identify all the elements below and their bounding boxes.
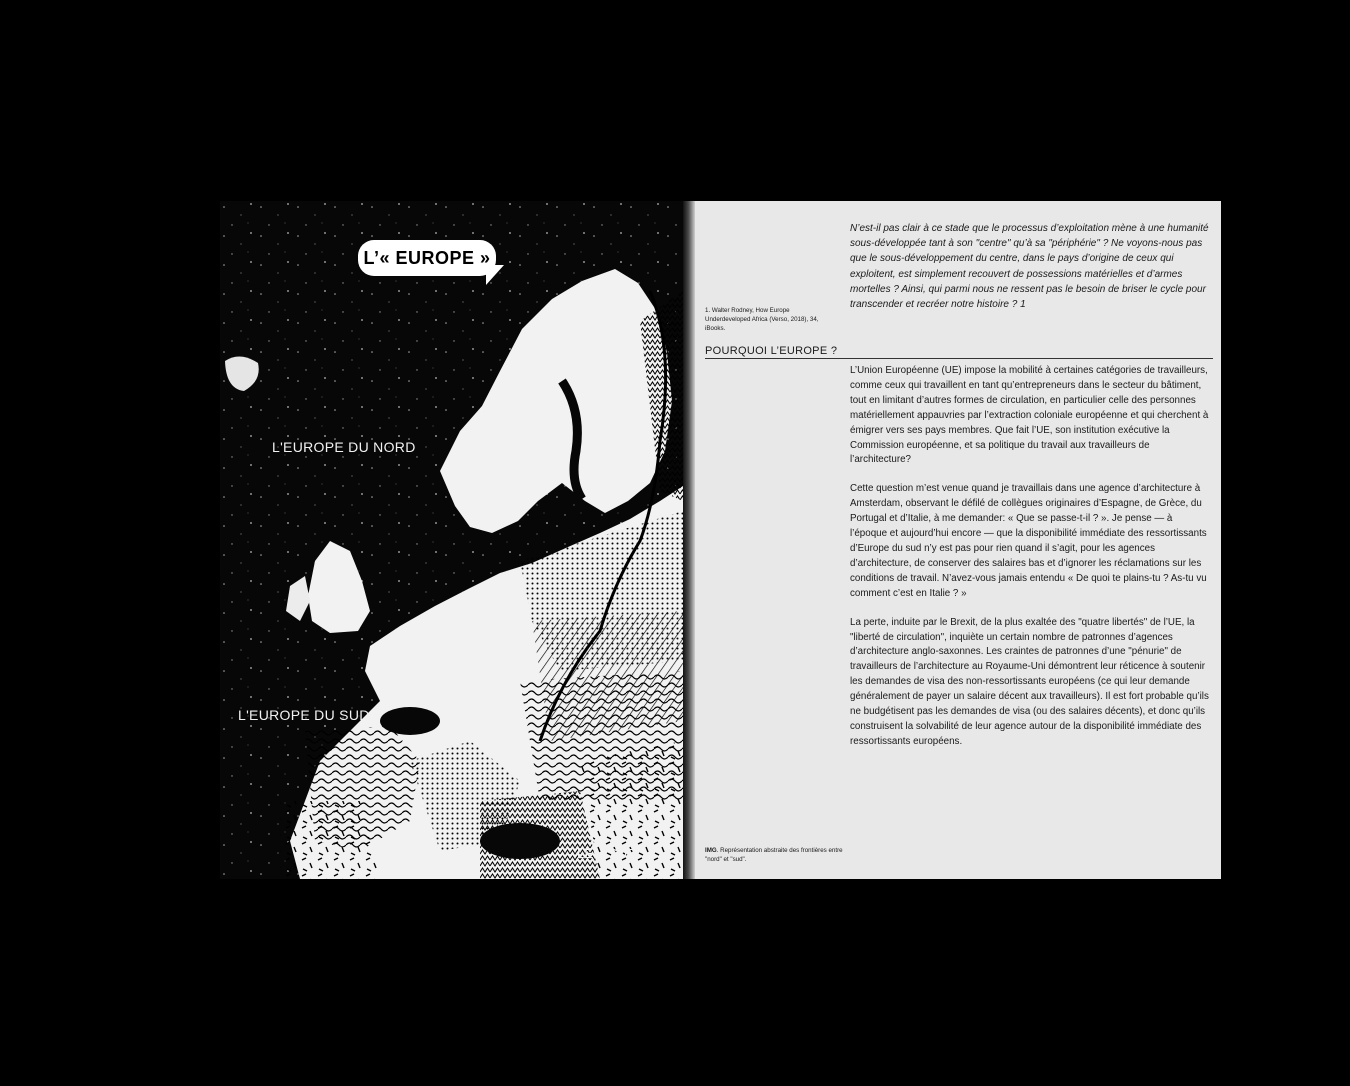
image-caption	[705, 846, 845, 864]
paragraph: L’Union Européenne (UE) impose la mobilité à certaines catégories de travailleurs, comme ceux qui travaillent en tant qu’entrepreneurs dans le secteur du bâtiment, tout en limitant d’autres formes de circulation, en particulier celle des personnes matériellement appauvries par l’extraction coloniale européenne et qui cherchent à émigrer vers ses pays membres. Que fait l’UE, son institution exécutive la Commission européenne, et sa politique du travail aux travailleurs de l’architecture?	[850, 365, 1209, 466]
label-northern-europe: L'EUROPE DU NORD	[272, 439, 416, 455]
caption-tag: IMG	[705, 847, 717, 854]
heading-rule	[705, 358, 1213, 359]
book-gutter	[683, 201, 695, 879]
paragraph: Cette question m’est venue quand je travaillais dans une agence d’architecture à Amsterdam, observant le défilé de collègues originaires d’Espagne, de Grèce, du Portugal et d’Italie, à me demander: « Que se passe-t-il ? ». Je pense — à l’époque et aujourd’hui encore — que la disponibilité immédiate des ressortissants d’Europe du sud n’y est pas pour rien quand il s’agit, pour les agences d’architecture, de conserver des salaires bas et d’ignorer les réclamations sur les conditions de travail. N’avez-vous jamais entendu « De quoi te plains-tu ? As-tu vu comment c’est en Italie ? »	[850, 483, 1207, 599]
right-page-text	[695, 201, 1221, 879]
caption-text: . Représentation abstraite des frontières entre "nord" et "sud".	[705, 847, 843, 863]
intro-quote: N’est-il pas clair à ce stade que le processus d’exploitation mène à une humanité sous-développée tant à son "centre" qu’à sa "périphérie" ? Ne voyons-nous pas que le sous-développement du centre, dans le pays d’origine de ceux qui exploitent, est simplement recouvert de possessions matérielles et d’armes mortelles ? Ainsi, qui parmi nous ne ressent pas le besoin de briser le cycle pour transcender et recréer notre histoire ? 1	[850, 223, 1209, 311]
europe-map-illustration	[220, 201, 683, 879]
footnote: 1. Walter Rodney, How Europe Underdeveloped Africa (Verso, 2018), 34, iBooks.	[705, 307, 819, 332]
booklet-spread	[220, 201, 1221, 879]
europe-speech-bubble: L’« EUROPE »	[358, 240, 496, 276]
paragraph: La perte, induite par le Brexit, de la plus exaltée des "quatre libertés" de l’UE, la "liberté de circulation", inquiète un certain nombre de patronnes d’agences d’architecture anglo-saxonnes. Les craintes de patronnes d’une "pénurie" de travailleurs de l’architecture au Royaume-Uni démontrent leur réticence à soutenir les demandes de visa des non-ressortissants européens (ce qui leur demande généralement de payer un salaire décent aux travailleurs). Il est fort probable qu’ils ne budgétisent pas les demandes de visa (ou des salaires décents), et donc qu’ils construisent la solvabilité de leur agence autour de la disponibilité immédiate des ressortissants européens.	[850, 616, 1209, 747]
speech-bubble-tail	[486, 265, 504, 285]
label-southern-europe: L'EUROPE DU SUD	[238, 707, 370, 723]
body-text	[850, 364, 1212, 764]
section-heading: POURQUOI L’EUROPE ?	[705, 345, 838, 357]
left-page-map	[220, 201, 683, 879]
label-le-sud: LE « SUD »	[577, 846, 649, 861]
